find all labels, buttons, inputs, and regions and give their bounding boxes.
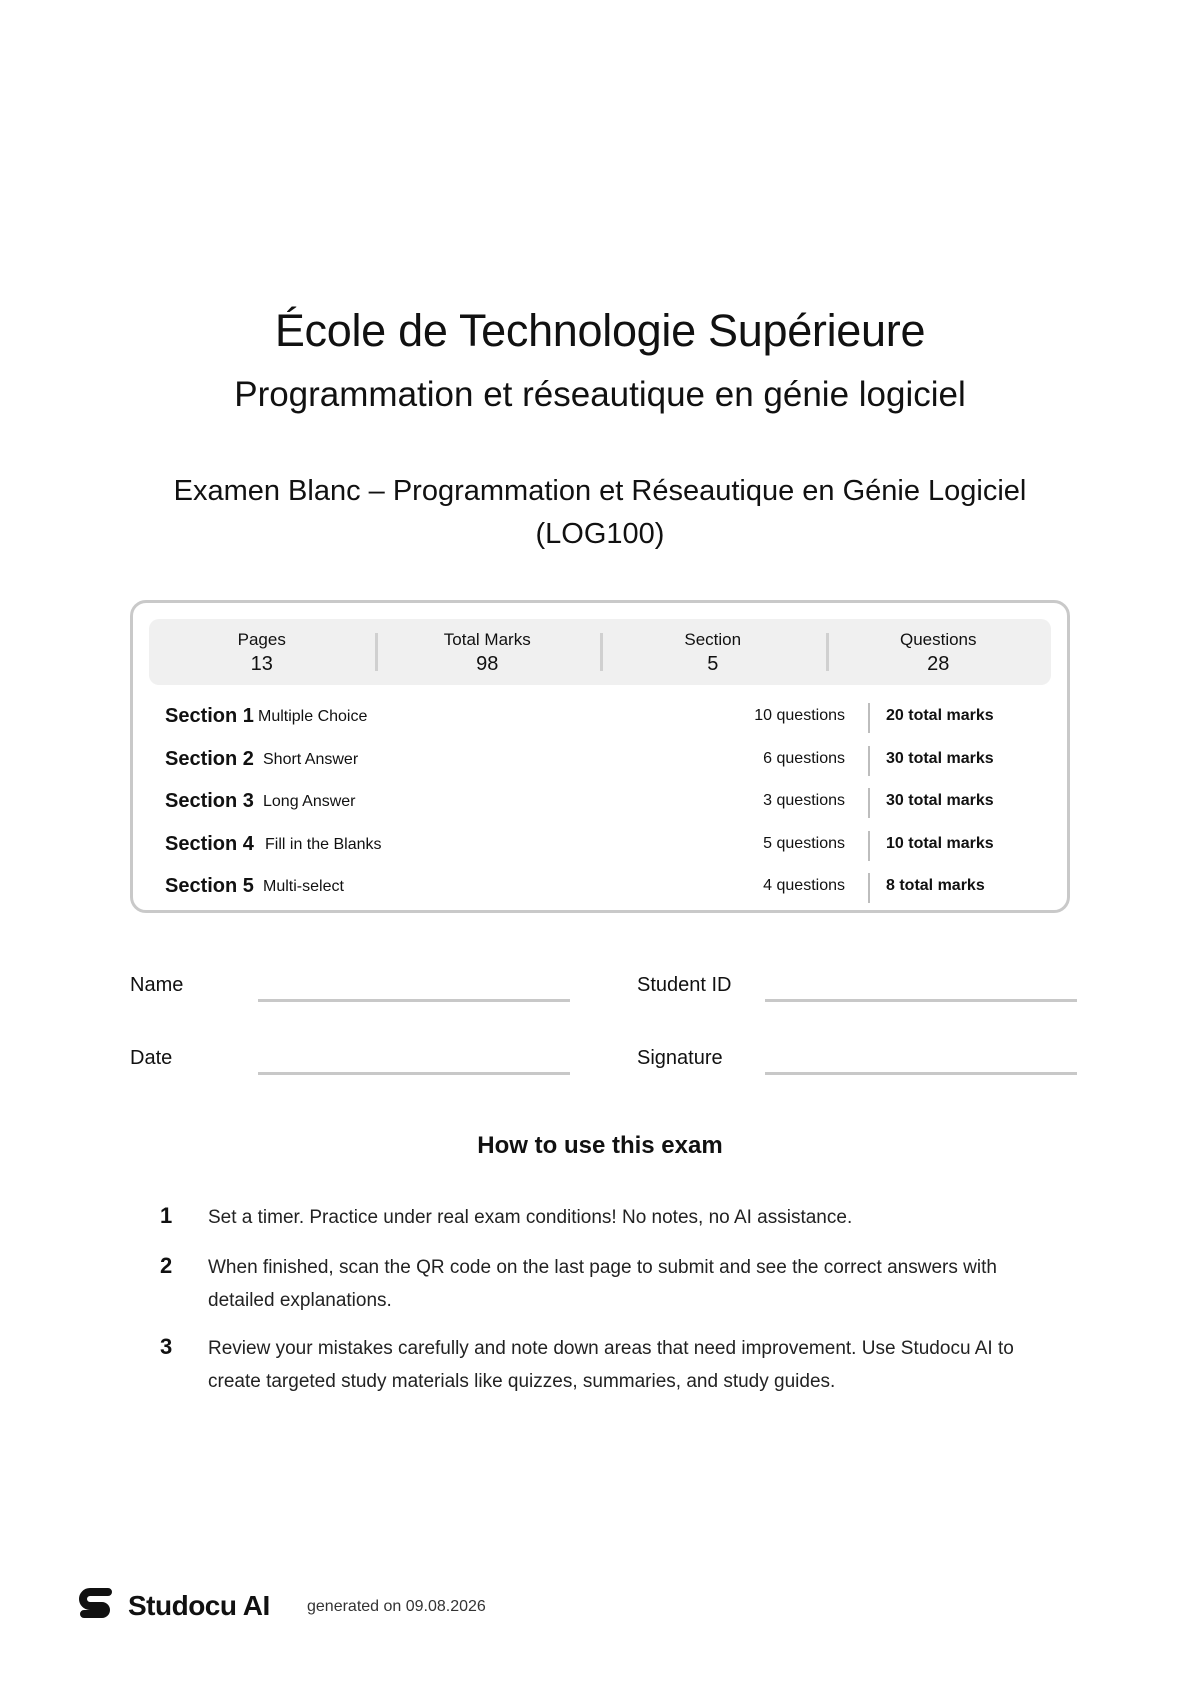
course-name: Programmation et réseautique en génie logiciel: [234, 375, 966, 414]
stat-value: 28: [927, 653, 950, 675]
step-text: Set a timer. Practice under real exam conditions! No notes, no AI assistance.: [208, 1207, 853, 1228]
section-marks: 30 total marks: [886, 749, 994, 767]
section-questions: 10 questions: [754, 707, 845, 724]
section-marks: 10 total marks: [886, 834, 994, 852]
divider: [868, 746, 870, 776]
stat-label: Pages: [237, 630, 286, 649]
section-marks: 8 total marks: [886, 877, 985, 894]
exam-title: Examen Blanc – Programmation et Réseautique en Génie Logiciel (LOG100): [173, 475, 1027, 550]
section-row: [165, 869, 1045, 912]
name-line[interactable]: [258, 999, 570, 1002]
section-name: Section 4: [165, 832, 254, 855]
divider: [868, 831, 870, 861]
section-type: Multi-select: [263, 878, 344, 895]
step-text: Review your mistakes carefully and note down areas that need improvement. Use Studocu AI to create targeted study materials like quizzes, summaries, and study guides.: [208, 1338, 1014, 1392]
studocu-logo-icon: [78, 1586, 114, 1622]
section-name: Section 2: [165, 747, 254, 770]
section-questions: 3 questions: [763, 792, 845, 809]
step-number: 2: [160, 1253, 173, 1278]
step-number: 1: [160, 1203, 173, 1228]
stat-questions: [826, 619, 1052, 685]
stat-label: Total Marks: [443, 630, 531, 649]
section-name: Section 1: [165, 705, 254, 727]
generated-date: generated on 09.08.2026: [307, 1598, 486, 1615]
section-row: [165, 784, 1045, 827]
section-type: Fill in the Blanks: [265, 835, 382, 853]
section-row: [165, 742, 1045, 785]
section-type: Multiple Choice: [258, 708, 368, 725]
stat-value: 98: [476, 653, 499, 675]
date-line[interactable]: [258, 1072, 570, 1075]
stat-pages: [149, 619, 375, 685]
signature-line[interactable]: [765, 1072, 1077, 1075]
sections-list: [165, 699, 1045, 912]
date-label: Date: [130, 1047, 173, 1069]
section-questions: 5 questions: [763, 834, 845, 852]
section-questions: 4 questions: [763, 877, 845, 894]
section-row: [165, 827, 1045, 870]
stat-value: 5: [707, 653, 719, 675]
stats-bar: [149, 619, 1051, 685]
section-name: Section 5: [165, 875, 254, 897]
student-id-label: Student ID: [637, 974, 732, 996]
stat-total-marks: [375, 619, 601, 685]
divider: [868, 873, 870, 903]
divider: [868, 703, 870, 733]
section-row: [165, 699, 1045, 742]
name-label: Name: [130, 974, 184, 996]
brand-name: Studocu AI: [128, 1590, 270, 1621]
section-marks: 20 total marks: [886, 707, 994, 724]
step-text: When finished, scan the QR code on the last page to submit and see the correct answers with detailed explanations.: [208, 1257, 997, 1311]
exam-summary-card: [130, 600, 1070, 913]
section-marks: 30 total marks: [886, 792, 994, 809]
student-id-line[interactable]: [765, 999, 1077, 1002]
section-questions: 6 questions: [763, 749, 845, 767]
stat-sections: [600, 619, 826, 685]
stat-label: Questions: [899, 630, 977, 649]
divider: [868, 788, 870, 818]
section-type: Long Answer: [263, 793, 356, 810]
section-type: Short Answer: [263, 750, 359, 768]
signature-label: Signature: [637, 1047, 723, 1069]
howto-title: How to use this exam: [477, 1132, 723, 1159]
stat-label: Section: [684, 630, 742, 649]
stat-value: 13: [250, 653, 273, 675]
school-name: École de Technologie Supérieure: [274, 305, 926, 356]
step-number: 3: [160, 1334, 173, 1359]
section-name: Section 3: [165, 790, 254, 812]
